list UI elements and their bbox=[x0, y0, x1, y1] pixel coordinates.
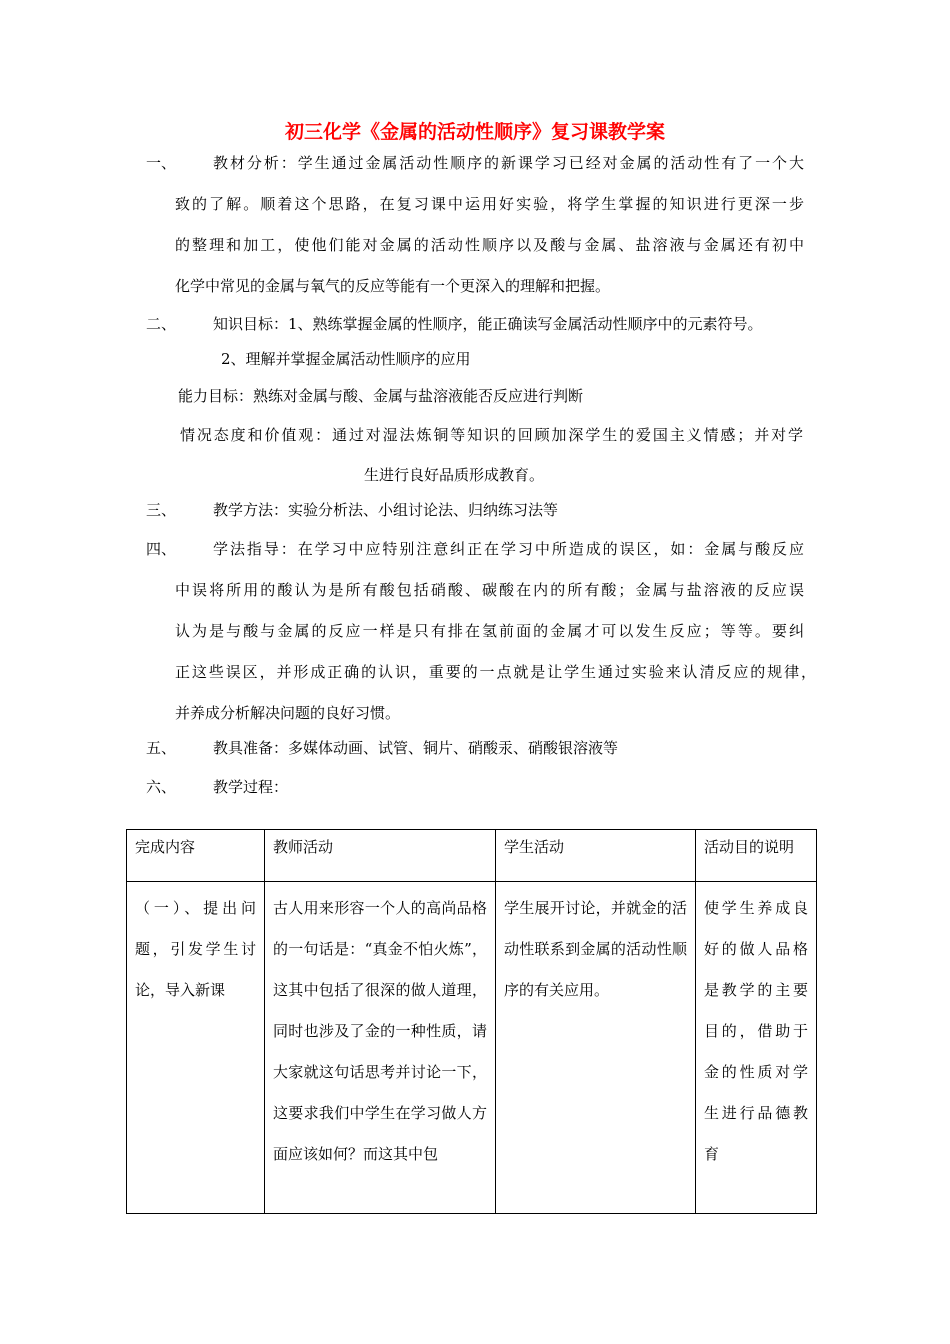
header-student-activity: 学生活动 bbox=[504, 838, 565, 856]
section-2-number: 二、 bbox=[146, 315, 177, 333]
section-4-line-3: 认为是与酸与金属的反应一样是只有排在氢前面的金属才可以发生反应；等等。要纠 bbox=[175, 622, 804, 640]
teaching-methods: 教学方法：实验分析法、小组讨论法、归纳练习法等 bbox=[213, 501, 559, 519]
section-4-line-2: 中误将所用的酸认为是所有酸包括硝酸、碳酸在内的所有酸；金属与盐溶液的反应误 bbox=[175, 581, 804, 599]
table-header-cell bbox=[127, 830, 265, 882]
section-3-number: 三、 bbox=[146, 501, 177, 519]
row-content: （一）、提出问题，引发学生讨论，导入新课 bbox=[135, 899, 256, 999]
teaching-process-table bbox=[126, 829, 817, 1214]
table-header-row bbox=[127, 830, 817, 882]
section-1-line-1: 教材分析：学生通过金属活动性顺序的新课学习已经对金属的活动性有了一个大 bbox=[213, 154, 804, 172]
header-purpose: 活动目的说明 bbox=[704, 838, 795, 856]
table-cell bbox=[496, 882, 696, 1214]
section-5-number: 五、 bbox=[146, 739, 177, 757]
teaching-aids: 教具准备：多媒体动画、试管、铜片、硝酸汞、硝酸银溶液等 bbox=[213, 739, 619, 757]
table-header-cell bbox=[496, 830, 696, 882]
knowledge-goal-1: 知识目标：1、熟练掌握金属的性顺序，能正确读写金属活动性顺序中的元素符号。 bbox=[213, 315, 763, 333]
table-cell bbox=[265, 882, 496, 1214]
section-4-line-4: 正这些误区，并形成正确的认识，重要的一点就是让学生通过实验来认清反应的规律， bbox=[175, 663, 816, 681]
section-1-line-3: 的整理和加工，使他们能对金属的活动性顺序以及酸与金属、盐溶液与金属还有初中 bbox=[175, 236, 804, 254]
section-4-line-1: 学法指导：在学习中应特别注意纠正在学习中所造成的误区，如：金属与酸反应 bbox=[213, 540, 804, 558]
row-student-activity: 学生展开讨论，并就金的活动性联系到金属的活动性顺序的有关应用。 bbox=[504, 899, 687, 999]
knowledge-goal-2: 2、理解并掌握金属活动性顺序的应用 bbox=[221, 350, 471, 368]
section-1-line-4: 化学中常见的金属与氧气的反应等能有一个更深入的理解和把握。 bbox=[175, 277, 611, 295]
teaching-process-heading: 教学过程： bbox=[213, 778, 289, 796]
row-teacher-activity: 古人用来形容一个人的高尚品格的一句话是：“真金不怕火炼”，这其中包括了很深的做人道理，同时也涉及了金的一种性质，请大家就这句话思考并讨论一下，这要求我们中学生在学习做人方面应该如何？而这其中包 bbox=[273, 899, 487, 1163]
section-6-number: 六、 bbox=[146, 778, 177, 796]
row-purpose: 使学生养成良好的做人品格是教学的主要目的，借助于金的性质对学生进行品德教育 bbox=[704, 899, 808, 1163]
table-header-cell bbox=[265, 830, 496, 882]
document-title: 初三化学《金属的活动性顺序》复习课教学案 bbox=[284, 121, 665, 143]
table-row bbox=[127, 882, 817, 1214]
table-header-cell bbox=[696, 830, 817, 882]
header-content: 完成内容 bbox=[135, 838, 196, 856]
section-4-number: 四、 bbox=[146, 540, 177, 558]
table-cell bbox=[696, 882, 817, 1214]
ability-goal: 能力目标：熟练对金属与酸、金属与盐溶液能否反应进行判断 bbox=[178, 387, 584, 405]
section-4-line-5: 并养成分析解决问题的良好习惯。 bbox=[175, 704, 401, 722]
section-1-number: 一、 bbox=[146, 154, 177, 172]
header-teacher-activity: 教师活动 bbox=[273, 838, 334, 856]
section-1-line-2: 致的了解。顺着这个思路，在复习课中运用好实验，将学生掌握的知识进行更深一步 bbox=[175, 195, 804, 213]
attitude-goal-line-1: 情况态度和价值观：通过对湿法炼铜等知识的回顾加深学生的爱国主义情感；并对学 bbox=[180, 426, 803, 444]
attitude-goal-line-2: 生进行良好品质形成教育。 bbox=[364, 466, 545, 484]
table-cell bbox=[127, 882, 265, 1214]
